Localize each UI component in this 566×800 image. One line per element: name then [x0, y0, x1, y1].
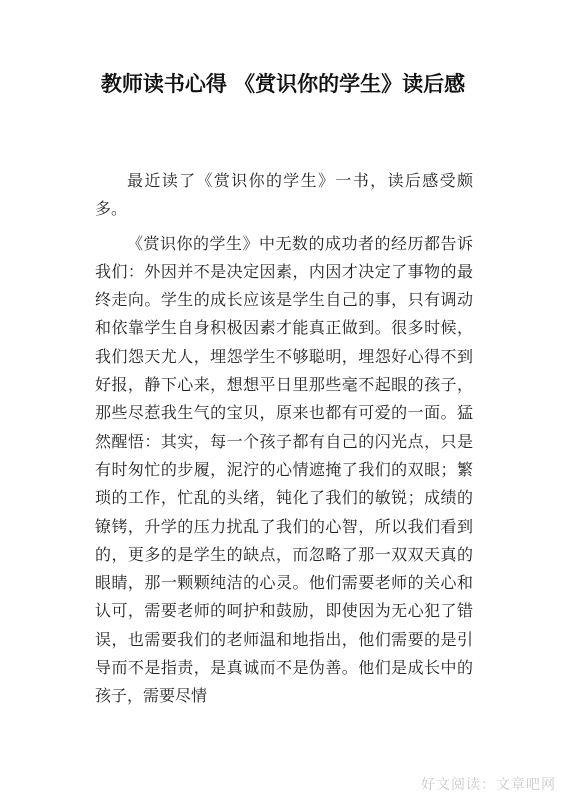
site-watermark: 好文阅读：文章吧网 [421, 777, 556, 793]
document-title: 教师读书心得 《赏识你的学生》读后感 [100, 72, 466, 96]
paragraph-intro: 最近读了《赏识你的学生》一书，读后感受颇多。 [95, 171, 473, 219]
document-body [95, 167, 473, 717]
paragraph-main: 《赏识你的学生》中无数的成功者的经历都告诉我们：外因并不是决定因素，内因才决定了事物的最终走向。学生的成长应该是学生自己的事，只有调动和依靠学生自身积极因素才能真正做到。很多时候，我们怨天尤人，埋怨学生不够聪明，埋怨好心得不到好报，静下心来，想想平日里那些毫不起眼的孩子，那些尽惹我生气的宝贝，原来也都有可爱的一面。猛然醒悟：其实，每一个孩子都有自己的闪光点，只是有时匆忙的步履，泥泞的心情遮掩了我们的双眼；繁琐的工作，忙乱的头绪，钝化了我们的敏锐；成绩的镣铐，升学的压力扰乱了我们的心智，所以我们看到的，更多的是学生的缺点，而忽略了那一双双天真的眼睛，那一颗颗纯洁的心灵。他们需要老师的关心和认可，需要老师的呵护和鼓励，即使因为无心犯了错误，也需要我们的老师温和地指出，他们需要的是引导而不是指责，是真诚而不是伪善。他们是成长中的孩子，需要尽情 [95, 233, 473, 706]
